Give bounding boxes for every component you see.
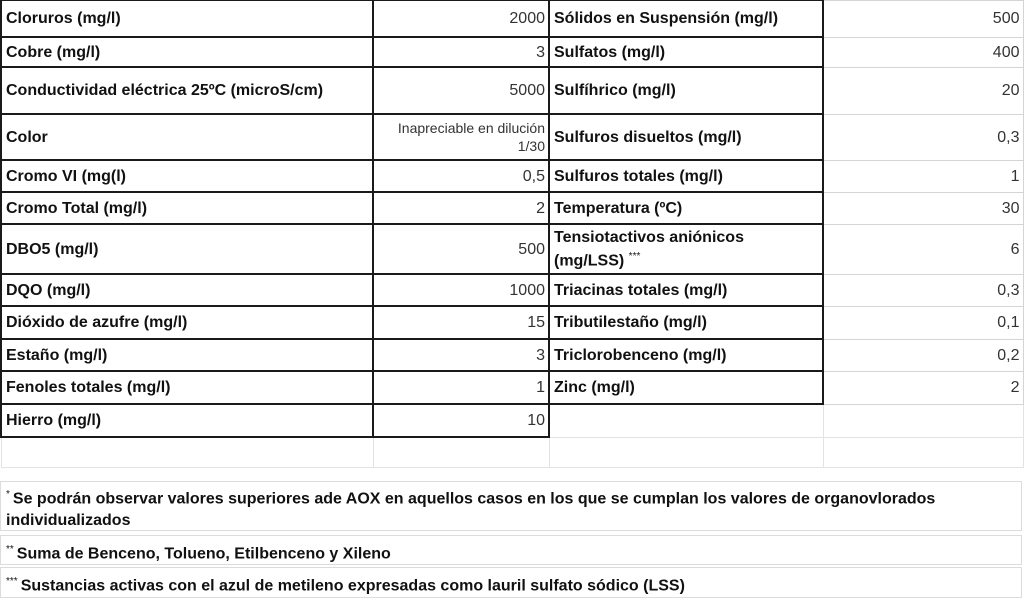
table-row <box>1 114 1023 160</box>
parameter-name[interactable]: Sulfatos (mg/l) <box>549 37 823 67</box>
empty-cell[interactable] <box>549 437 823 467</box>
parameter-limit[interactable]: 10 <box>373 404 549 437</box>
parameter-name-text: Tensiotactivos aniónicos (mg/LSS) <box>554 228 744 270</box>
parameter-name[interactable] <box>549 224 823 274</box>
parameter-name[interactable]: Fenoles totales (mg/l) <box>1 371 373 404</box>
parameter-name[interactable]: Cromo Total (mg/l) <box>1 192 373 224</box>
parameter-limit[interactable]: 1000 <box>373 274 549 306</box>
parameter-limit[interactable]: 2000 <box>373 0 549 37</box>
table-row <box>1 160 1023 192</box>
parameter-limit[interactable]: 3 <box>373 339 549 371</box>
parameter-limit[interactable]: 0,2 <box>823 339 1023 371</box>
parameter-name[interactable]: Temperatura (ºC) <box>549 192 823 224</box>
parameter-limit[interactable]: 2 <box>373 192 549 224</box>
parameter-limit[interactable]: 500 <box>373 224 549 274</box>
parameter-name[interactable]: Cloruros (mg/l) <box>1 0 373 37</box>
table-row <box>1 404 1023 437</box>
parameter-name[interactable]: Tributilestaño (mg/l) <box>549 306 823 339</box>
footnote-text: Se podrán observar valores superiores ade AOX en aquellos casos en los que se cumplan los valores de organovlorados individualizados <box>6 490 936 530</box>
empty-cell[interactable] <box>1 437 373 467</box>
parameter-limit[interactable]: 500 <box>823 0 1023 37</box>
footnote-text: Sustancias activas con el azul de metileno expresadas como lauril sulfato sódico (LSS) <box>20 577 685 595</box>
parameter-name[interactable]: DBO5 (mg/l) <box>1 224 373 274</box>
footnote-btex[interactable] <box>0 535 1022 565</box>
parameter-limit[interactable]: Inapreciable en dilución 1/30 <box>373 114 549 160</box>
empty-cell[interactable] <box>549 404 823 437</box>
empty-cell[interactable] <box>823 437 1023 467</box>
parameter-name[interactable]: Zinc (mg/l) <box>549 371 823 404</box>
parameter-name[interactable]: Sulfíhrico (mg/l) <box>549 67 823 114</box>
parameter-name[interactable]: Sulfuros disueltos (mg/l) <box>549 114 823 160</box>
parameter-name[interactable]: Estaño (mg/l) <box>1 339 373 371</box>
parameter-name[interactable]: Hierro (mg/l) <box>1 404 373 437</box>
parameter-name[interactable]: Color <box>1 114 373 160</box>
parameter-limit[interactable]: 30 <box>823 192 1023 224</box>
parameter-limit[interactable]: 15 <box>373 306 549 339</box>
footnote-marker: ** <box>6 544 14 555</box>
table-row <box>1 437 1023 467</box>
empty-cell[interactable] <box>823 404 1023 437</box>
parameter-name[interactable]: Triclorobenceno (mg/l) <box>549 339 823 371</box>
footnote-marker: * <box>6 489 10 500</box>
table-row <box>1 306 1023 339</box>
parameter-limit[interactable]: 1 <box>373 371 549 404</box>
parameter-name[interactable]: Sólidos en Suspensión (mg/l) <box>549 0 823 37</box>
table-row <box>1 192 1023 224</box>
parameter-name[interactable]: Dióxido de azufre (mg/l) <box>1 306 373 339</box>
parameter-limit[interactable]: 1 <box>823 160 1023 192</box>
parameter-limit[interactable]: 0,5 <box>373 160 549 192</box>
table-row <box>1 67 1023 114</box>
parameter-limit[interactable]: 400 <box>823 37 1023 67</box>
footnote-marker: *** <box>6 576 18 587</box>
parameter-limit[interactable]: 6 <box>823 224 1023 274</box>
parameter-name[interactable]: Cromo VI (mg(l) <box>1 160 373 192</box>
parameter-name[interactable]: DQO (mg/l) <box>1 274 373 306</box>
empty-cell[interactable] <box>373 437 549 467</box>
footnote-aox[interactable] <box>0 481 1022 531</box>
parameter-name[interactable]: Conductividad eléctrica 25ºC (microS/cm) <box>1 67 373 114</box>
parameter-limit[interactable]: 0,3 <box>823 274 1023 306</box>
parameter-limit[interactable]: 0,3 <box>823 114 1023 160</box>
parameter-limit[interactable]: 3 <box>373 37 549 67</box>
parameter-limit[interactable]: 5000 <box>373 67 549 114</box>
parameter-name[interactable]: Sulfuros totales (mg/l) <box>549 160 823 192</box>
parameter-limit[interactable]: 20 <box>823 67 1023 114</box>
table-row <box>1 274 1023 306</box>
parameter-limit[interactable]: 0,1 <box>823 306 1023 339</box>
table-row <box>1 0 1023 37</box>
table-row <box>1 339 1023 371</box>
footnote-text: Suma de Benceno, Tolueno, Etilbenceno y Xileno <box>16 545 391 563</box>
table-row <box>1 371 1023 404</box>
footnote-lss[interactable] <box>0 567 1022 598</box>
parameter-name[interactable]: Cobre (mg/l) <box>1 37 373 67</box>
parameter-limit[interactable]: 2 <box>823 371 1023 404</box>
footnote-marker: *** <box>628 250 641 262</box>
table-row <box>1 37 1023 67</box>
table-row <box>1 224 1023 274</box>
parameter-name[interactable]: Triacinas totales (mg/l) <box>549 274 823 306</box>
